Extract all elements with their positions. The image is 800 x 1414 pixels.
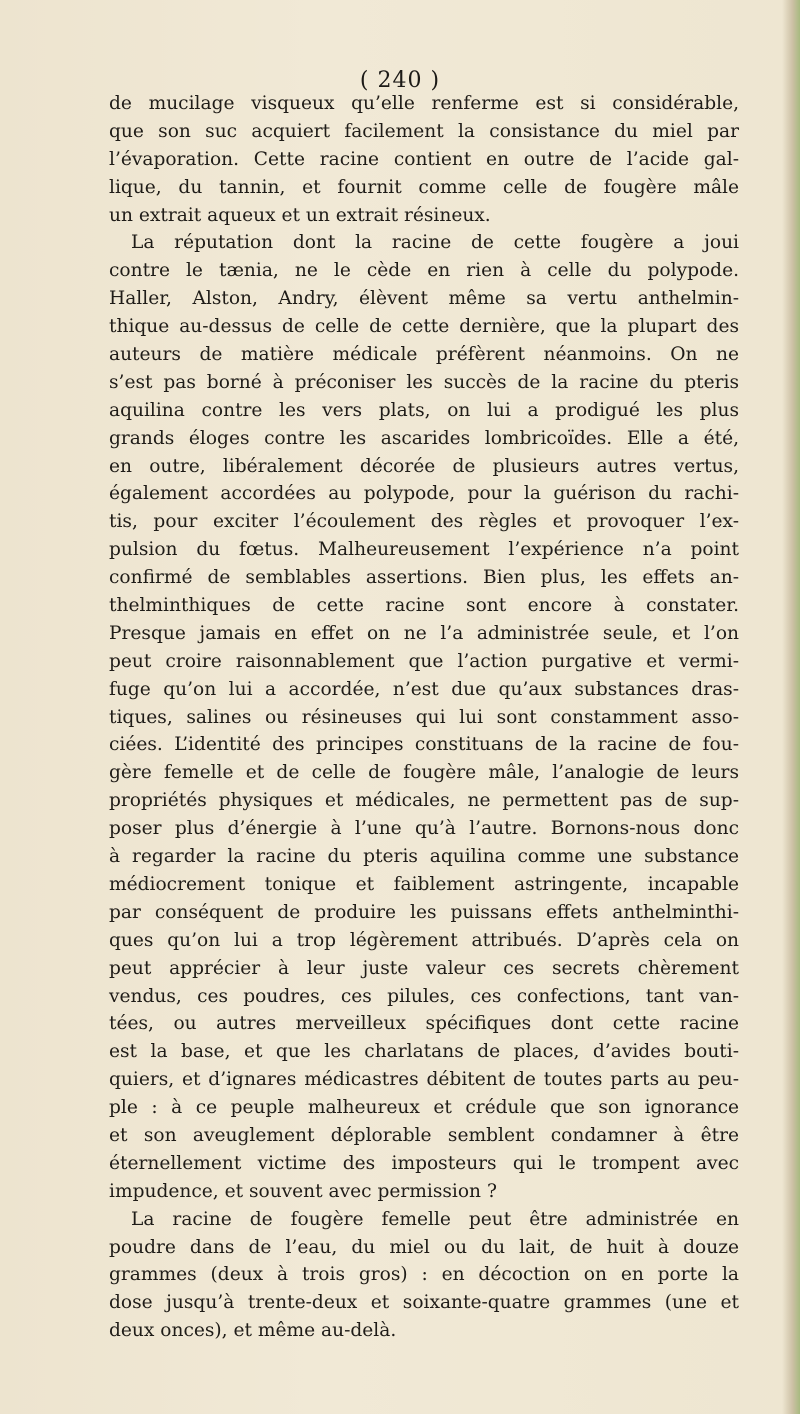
text-line-30: par conséquent de produire les puissans effets anthelminthi- xyxy=(109,901,739,923)
text-line-32: peut apprécier à leur juste valeur ces secrets chèrement xyxy=(109,957,739,979)
text-line-9: thique au-dessus de celle de cette dernière, que la plupart des xyxy=(109,316,739,338)
text-line-19: thelminthiques de cette racine sont encore à constater. xyxy=(109,595,739,617)
text-line-23: tiques, salines ou résineuses qui lui sont constamment asso- xyxy=(109,706,739,728)
text-line-26: propriétés physiques et médicales, ne permettent pas de sup- xyxy=(109,790,739,812)
page-number: ( 240 ) xyxy=(359,68,441,93)
text-line-21: peut croire raisonnablement que l’action purgative et vermi- xyxy=(109,650,739,672)
text-line-20: Presque jamais en effet on ne l’a administrée seule, et l’on xyxy=(109,622,739,644)
page-edge xyxy=(782,0,800,1414)
text-line-18: confirmé de semblables assertions. Bien plus, les effets an- xyxy=(109,567,739,589)
text-line-41: La racine de fougère femelle peut être administrée en xyxy=(131,1208,739,1230)
text-line-24: ciées. L’identité des principes constituans de la racine de fou- xyxy=(109,734,739,756)
text-line-5: un extrait aqueux et un extrait résineux. xyxy=(109,204,491,226)
text-line-11: s’est pas borné à préconiser les succès de la racine du pteris xyxy=(109,371,739,393)
text-line-44: dose jusqu’à trente-deux et soixante-quatre grammes (une et xyxy=(109,1292,739,1314)
text-line-2: que son suc acquiert facilement la consistance du miel par xyxy=(109,120,739,142)
text-line-17: pulsion du fœtus. Malheureusement l’expérience n’a point xyxy=(109,539,739,561)
text-line-8: Haller, Alston, Andry, élèvent même sa vertu anthelmin- xyxy=(109,288,739,310)
text-line-34: tées, ou autres merveilleux spécifiques dont cette racine xyxy=(109,1013,739,1035)
text-line-33: vendus, ces poudres, ces pilules, ces confections, tant van- xyxy=(109,985,739,1007)
text-line-43: grammes (deux à trois gros) : en décoction on en porte la xyxy=(109,1264,739,1286)
text-line-29: médiocrement tonique et faiblement astringente, incapable xyxy=(109,873,739,895)
text-line-14: en outre, libéralement décorée de plusieurs autres vertus, xyxy=(109,455,739,477)
text-line-4: lique, du tannin, et fournit comme celle de fougère mâle xyxy=(109,176,739,198)
text-line-6: La réputation dont la racine de cette fougère a joui xyxy=(131,232,739,254)
text-line-7: contre le tænia, ne le cède en rien à celle du polypode. xyxy=(109,260,739,282)
text-line-40: impudence, et souvent avec permission ? xyxy=(109,1180,497,1202)
text-line-13: grands éloges contre les ascarides lombricoïdes. Elle a été, xyxy=(109,427,739,449)
text-line-25: gère femelle et de celle de fougère mâle, l’analogie de leurs xyxy=(109,762,739,784)
text-line-27: poser plus d’énergie à l’une qu’à l’autre. Bornons-nous donc xyxy=(109,818,739,840)
text-line-39: éternellement victime des imposteurs qui le trompent avec xyxy=(109,1152,739,1174)
text-line-28: à regarder la racine du pteris aquilina comme une substance xyxy=(109,846,739,868)
text-line-31: ques qu’on lui a trop légèrement attribués. D’après cela on xyxy=(109,929,739,951)
text-line-37: ple : à ce peuple malheureux et crédule que son ignorance xyxy=(109,1097,739,1119)
text-line-15: également accordées au polypode, pour la guérison du rachi- xyxy=(109,483,739,505)
text-line-3: l’évaporation. Cette racine contient en outre de l’acide gal- xyxy=(109,148,739,170)
text-line-38: et son aveuglement déplorable semblent condamner à être xyxy=(109,1124,739,1146)
body-text xyxy=(109,90,739,1345)
text-line-12: aquilina contre les vers plats, on lui a prodigué les plus xyxy=(109,399,739,421)
text-line-16: tis, pour exciter l’écoulement des règles et provoquer l’ex- xyxy=(109,511,739,533)
text-line-1: de mucilage visqueux qu’elle renferme est si considérable, xyxy=(109,93,739,114)
text-line-10: auteurs de matière médicale préfèrent néanmoins. On ne xyxy=(109,344,739,366)
text-line-22: fuge qu’on lui a accordée, n’est due qu’aux substances dras- xyxy=(109,678,739,700)
text-line-45: deux onces), et même au-delà. xyxy=(109,1320,397,1342)
text-line-35: est la base, et que les charlatans de places, d’avides bouti- xyxy=(109,1041,739,1063)
text-line-42: poudre dans de l’eau, du miel ou du lait, de huit à douze xyxy=(109,1236,739,1258)
text-line-36: quiers, et d’ignares médicastres débitent de toutes parts au peu- xyxy=(109,1069,739,1091)
